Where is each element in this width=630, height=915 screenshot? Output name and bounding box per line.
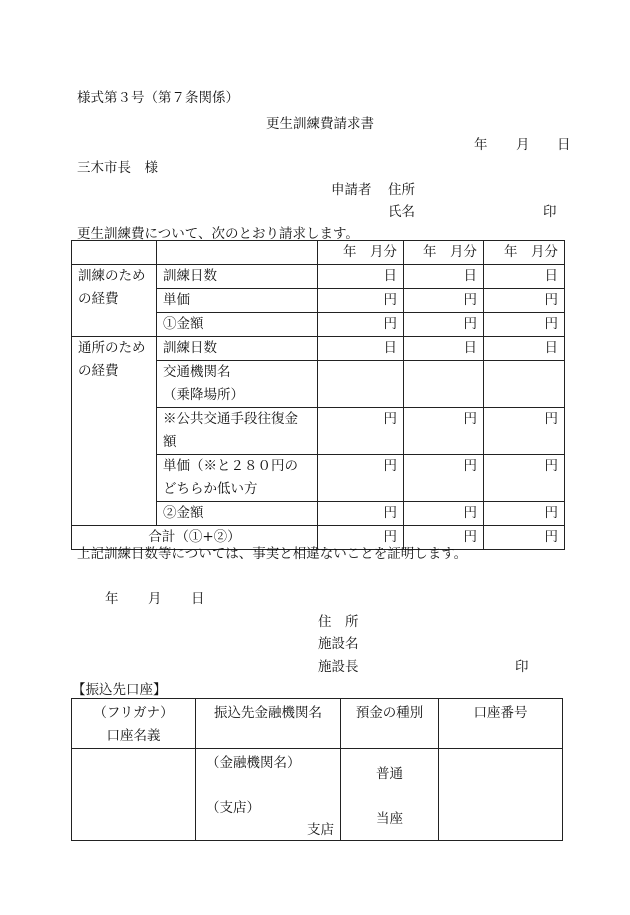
commute-days-unit: 日 (318, 337, 404, 361)
unit-price-unit: 円 (404, 455, 484, 502)
page-title: 更生訓練費請求書 (266, 116, 374, 132)
commute-amount-unit: 円 (318, 502, 404, 526)
bank-name-cell[interactable] (196, 749, 341, 841)
total-unit: 円 (404, 526, 484, 550)
commute-amount-unit: 円 (484, 502, 565, 526)
training-price-unit: 円 (484, 289, 565, 313)
training-days-unit: 日 (318, 265, 404, 289)
applicant-address-label: 住所 (388, 182, 415, 198)
applicant-label: 申請者 (331, 182, 372, 198)
claim-table (71, 240, 565, 550)
fare-unit: 円 (318, 408, 404, 455)
holder-input-cell[interactable] (72, 749, 196, 841)
unit-price-label: 単価（※と２８０円の どちらか低い方 (157, 455, 318, 502)
header-empty-1 (72, 241, 157, 265)
account-number-cell[interactable] (439, 749, 563, 841)
training-price-unit: 円 (318, 289, 404, 313)
commute-days-unit: 日 (484, 337, 565, 361)
addressee: 三木市長 様 (77, 160, 158, 176)
bank-section-heading: 【振込先口座】 (72, 682, 167, 698)
commute-category: 通所のため の経費 (72, 337, 157, 526)
bank-name-header: 振込先金融機関名 (196, 699, 341, 749)
date-top-day: 日 (557, 137, 571, 153)
training-amount-unit: 円 (484, 313, 565, 337)
month-header-3: 年 月分 (484, 241, 565, 265)
bank-header-row (72, 699, 563, 749)
bank-name-label: （金融機関名） (206, 755, 301, 771)
fare-label: ※公共交通手段往復金 額 (157, 408, 318, 455)
date-bottom-month: 月 (148, 591, 162, 607)
training-price-label: 単価 (157, 289, 318, 313)
account-type-ordinary[interactable]: 普通 (376, 766, 403, 782)
certification-text: 上記訓練日数等については、事実と相違ないことを証明します。 (77, 546, 468, 562)
table-row (72, 265, 565, 289)
header-empty-2 (157, 241, 318, 265)
month-header-1: 年 月分 (318, 241, 404, 265)
month-header-2: 年 月分 (404, 241, 484, 265)
training-days-label: 訓練日数 (157, 265, 318, 289)
transport-cell (404, 361, 484, 408)
training-amount-unit: 円 (318, 313, 404, 337)
date-bottom-day: 日 (191, 591, 205, 607)
commute-days-label: 訓練日数 (157, 337, 318, 361)
commute-amount-label: ②金額 (157, 502, 318, 526)
date-bottom-year: 年 (105, 591, 119, 607)
table-header-row (72, 241, 565, 265)
training-amount-unit: 円 (404, 313, 484, 337)
intro-text: 更生訓練費について、次のとおり請求します。 (77, 226, 359, 242)
facility-name-label: 施設名 (318, 636, 359, 652)
training-price-unit: 円 (404, 289, 484, 313)
branch-label: （支店） (206, 800, 260, 816)
training-amount-label: ①金額 (157, 313, 318, 337)
transport-label: 交通機関名 （乗降場所） (157, 361, 318, 408)
training-days-unit: 日 (484, 265, 565, 289)
transport-cell (484, 361, 565, 408)
account-type-current[interactable]: 当座 (376, 811, 403, 827)
unit-price-unit: 円 (484, 455, 565, 502)
date-top-month: 月 (516, 137, 530, 153)
form-number: 様式第３号（第７条関係） (77, 90, 239, 106)
facility-seal: 印 (515, 659, 529, 675)
bank-table (71, 698, 563, 841)
commute-amount-unit: 円 (404, 502, 484, 526)
branch-suffix: 支店 (307, 822, 334, 838)
fare-unit: 円 (404, 408, 484, 455)
training-category: 訓練のため の経費 (72, 265, 157, 337)
transport-cell (318, 361, 404, 408)
date-top-year: 年 (474, 137, 488, 153)
unit-price-unit: 円 (318, 455, 404, 502)
applicant-seal: 印 (543, 204, 557, 220)
bank-input-row (72, 749, 563, 841)
applicant-name-label: 氏名 (388, 204, 415, 220)
facility-address-label: 住 所 (318, 614, 359, 630)
account-number-header: 口座番号 (439, 699, 563, 749)
training-days-unit: 日 (404, 265, 484, 289)
total-label: 合計（①+②） (72, 526, 318, 550)
total-unit: 円 (318, 526, 404, 550)
table-row (72, 337, 565, 361)
holder-header: （フリガナ） 口座名義 (72, 699, 196, 749)
fare-unit: 円 (484, 408, 565, 455)
account-type-header: 預金の種別 (341, 699, 439, 749)
account-type-cell[interactable] (341, 749, 439, 841)
total-unit: 円 (484, 526, 565, 550)
facility-director-label: 施設長 (318, 659, 359, 675)
commute-days-unit: 日 (404, 337, 484, 361)
